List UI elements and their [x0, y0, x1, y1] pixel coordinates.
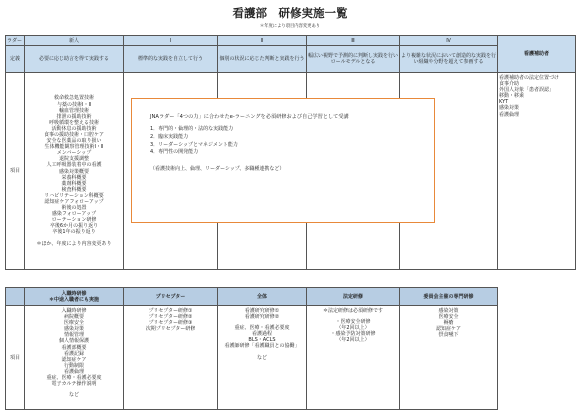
definition-new: 必要に応じ助言を得て実践する — [25, 46, 124, 73]
new-item: 安全な医薬品の取り扱い — [46, 138, 102, 145]
new-footnote: ＊ほか、年度により内容変更あり — [36, 240, 112, 247]
new-item: 活動休息の援助技術 — [51, 125, 97, 132]
lower-header-committee: 委員会主催の専門研修 — [400, 288, 498, 306]
lower-item: （年2回以上） — [336, 337, 370, 344]
new-items-cell — [25, 73, 124, 270]
level-header-1: Ⅰ — [124, 36, 218, 46]
lower-empty — [498, 288, 576, 306]
lower-item: 褥瘡 — [443, 320, 454, 327]
elearning-list — [150, 126, 416, 157]
lower-item: 情報管理 — [63, 332, 84, 339]
lower-item: 認知症ケア — [61, 356, 87, 363]
level-header-new: 新人 — [25, 36, 124, 46]
level-header-4: Ⅳ — [400, 36, 498, 46]
lower-table — [5, 287, 576, 410]
aide-item: 感染対策 — [499, 105, 520, 112]
new-item: 退院支援調整 — [58, 156, 89, 163]
lower-header-all: 全体 — [218, 288, 307, 306]
elearning-item: 4．専門性の開発能力 — [150, 149, 199, 156]
lower-item: 電子カルテ操作説明 — [51, 381, 97, 388]
new-items-list — [26, 95, 122, 235]
all-list — [219, 308, 305, 361]
new-item: 検査科概要 — [61, 186, 87, 193]
new-item: 術後の処置 — [61, 205, 87, 212]
elearning-item: 1．専門的・倫理的・法的な実践能力 — [150, 126, 234, 132]
new-item: 栄養科概要 — [61, 174, 87, 181]
lower-corner — [6, 288, 25, 306]
lower-item: ・医療安全研修 — [335, 319, 371, 326]
new-item: 生体機能観察管理技術Ⅰ・Ⅱ — [44, 144, 104, 151]
lower-item: 重症、医療・看護必要度 — [46, 375, 102, 382]
preceptor-list — [125, 308, 216, 332]
lower-item: ・感染予防対策研修 — [330, 331, 376, 338]
new-item: 呼吸循環を整える技術 — [48, 119, 99, 126]
lower-col-orientation — [25, 306, 124, 410]
elearning-foot: （看護技術向上、倫理、リーダーシップ、多職種連携など） — [150, 166, 285, 172]
aide-item: 外国人対象「患者誤認」 — [499, 87, 555, 94]
committee-list — [401, 308, 496, 338]
new-item: 感染フォローアップ — [51, 211, 97, 218]
elearning-lead: JNAラダー「4つの力」に合わせたe-ラーニングを必須研修および自己学習として受講 — [150, 114, 349, 120]
new-item: 与薬の技術Ⅰ・Ⅱ — [57, 101, 91, 108]
lower-item: プリセプター研修③ — [148, 320, 193, 327]
aide-items-list — [499, 75, 574, 118]
lower-item: など — [68, 392, 79, 399]
mandatory-list — [308, 308, 398, 343]
definition-3: 幅広い視野で予測的に判断し実践を行いロールモデルとなる — [307, 46, 400, 73]
lower-item: など — [256, 354, 267, 361]
new-item: 救命救急処置技術 — [53, 95, 94, 102]
new-item: 排泄の援助技術 — [56, 113, 92, 120]
lower-item-label: 項目 — [6, 306, 25, 410]
item-label: 項目 — [6, 73, 25, 270]
definition-1: 標準的な実践を自立して行う — [124, 46, 218, 73]
new-item: 卒後1年の振り返り — [52, 229, 96, 236]
elearning-item: 3．リーダーシップとマネジメント能力 — [150, 141, 238, 148]
new-item: 食事の援助技術・口腔ケア — [43, 131, 104, 138]
lower-header-mandatory: 法定研修 — [307, 288, 400, 306]
new-item: リハビリテーション科概要 — [44, 192, 104, 199]
lower-item: 看護部概要 — [61, 344, 87, 351]
lower-col-mandatory — [307, 306, 400, 410]
lower-item: 入職時研修 — [61, 308, 87, 314]
lower-item: 個人情報保護 — [58, 338, 89, 345]
orientation-list — [26, 308, 122, 398]
lower-item: 摂食嚥下 — [438, 332, 459, 339]
lower-item: 看護過程 — [251, 331, 272, 338]
elearning-box — [131, 98, 435, 223]
new-item: 認知症ケアフォローアップ — [44, 199, 104, 206]
definition-4: より複雑な状況において創造的な実践を行い組織や分野を超えて参画する — [400, 46, 498, 73]
new-item: 卒後6か月の振り返り — [49, 223, 99, 230]
lower-item: 看護記録 — [63, 350, 84, 357]
new-item: 輸血管理技術 — [58, 107, 89, 114]
new-item: 薬剤科概要 — [61, 180, 87, 187]
page-title: 看護部 研修実施一覧 — [232, 6, 348, 20]
new-item: メンバーシップ — [56, 150, 92, 157]
lower-item: ＊法定研修は必須研修です — [322, 308, 383, 314]
lower-item: BLS・ACLS — [248, 337, 276, 344]
lower-header-preceptor: プリセプター — [124, 288, 218, 306]
lower-item: 看護研究研修① — [244, 308, 280, 314]
lower-item: 次期プリセプター研修 — [145, 326, 196, 333]
aide-item: 移動・移乗 — [499, 93, 525, 100]
lower-header-orientation: 入職時研修 ＊中途入職者にも実施 — [25, 288, 124, 306]
lower-item: （年2回以上） — [336, 325, 370, 332]
lower-item: 看護研究研修② — [244, 314, 280, 321]
aide-header: 看護補助者 — [498, 36, 576, 73]
new-item: 感染対策概要 — [58, 168, 89, 175]
lower-item: 感染対策 — [63, 326, 84, 333]
lower-col-all — [218, 306, 307, 410]
lower-item: 医療安全 — [438, 314, 459, 321]
lower-item: 看護倫理 — [63, 368, 84, 375]
lower-item: 重症、医療・看護必要度 — [234, 325, 290, 332]
level-header-2: Ⅱ — [218, 36, 307, 46]
lower-empty-2 — [498, 306, 576, 410]
lower-item: 看護師研修「看護職員との協働」 — [224, 343, 300, 350]
aide-item: 看護補助者の法定位置づけ — [499, 75, 560, 81]
lower-item: プリセプター研修② — [148, 314, 193, 321]
aide-item: 看護倫理 — [499, 111, 520, 118]
lower-item: 医療安全 — [63, 320, 84, 327]
lower-item: 行動制限 — [63, 362, 84, 369]
lower-col-preceptor — [124, 306, 218, 410]
level-header-3: Ⅲ — [307, 36, 400, 46]
page-note: ＊年度により項目内容変更あり — [259, 24, 321, 29]
new-item: ローテーション研修 — [51, 217, 97, 224]
elearning-item: 2．臨床実践能力 — [150, 133, 189, 140]
aide-item: KYT — [499, 99, 509, 106]
lower-item: プリセプター研修① — [148, 308, 193, 314]
lower-item: 認知症ケア — [435, 326, 461, 333]
definition-label: 定義 — [6, 46, 25, 73]
aide-items-cell — [498, 73, 576, 270]
lower-item: 病院概要 — [63, 314, 84, 321]
new-item: 人工呼吸器装着中の看護 — [46, 162, 102, 169]
aide-item: 食事介助 — [499, 81, 520, 88]
ladder-corner: ラダー — [6, 36, 25, 46]
lower-col-committee — [400, 306, 498, 410]
lower-item: 感染対策 — [438, 308, 459, 314]
definition-2: 個別の状況に応じた判断と実践を行う — [218, 46, 307, 73]
